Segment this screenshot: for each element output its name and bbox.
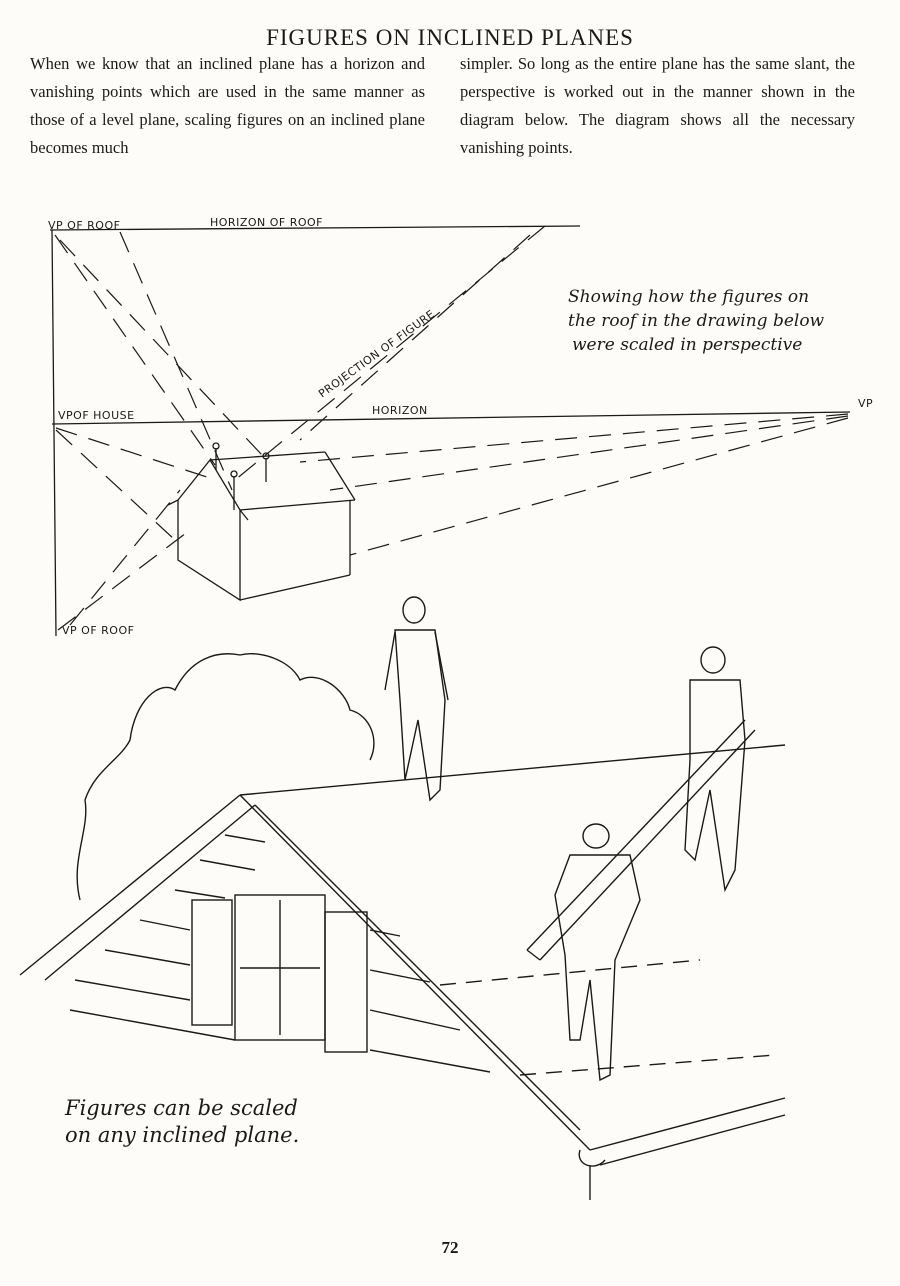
plank <box>527 720 755 960</box>
page-number: 72 <box>441 1238 459 1257</box>
label-vp-of-house: VPOF HOUSE <box>58 409 135 422</box>
construction-line <box>70 490 180 625</box>
workers <box>385 597 755 1080</box>
projection-of-figure-line <box>235 226 545 480</box>
diagram-caption-line-2: the roof in the drawing below <box>568 311 825 331</box>
label-horizon-of-roof: HORIZON OF ROOF <box>210 216 324 229</box>
construction-line <box>55 235 215 465</box>
illustration-caption-line-1: Figures can be scaled <box>65 1096 298 1120</box>
body-text-left: When we know that an inclined plane has a horizon and vanishing points which are used in the same manner as those of a level plane, scaling figures on an inclined plane becomes much <box>30 54 425 157</box>
label-horizon: HORIZON <box>372 404 428 417</box>
label-projection-of-figure: PROJECTION OF FIGURE <box>316 307 438 401</box>
diagram-caption-line-3: were scaled in perspective <box>572 335 803 355</box>
construction-line <box>120 232 232 490</box>
label-vp-of-roof-top: VP OF ROOF <box>48 219 121 232</box>
worker-carrying-front <box>555 824 640 1080</box>
body-text-right: simpler. So long as the entire plane has the same slant, the perspective is worked out in the manner shown in the diagram below. The diagram shows all the necessary vanishing points. <box>460 54 855 157</box>
small-house-drawing <box>168 443 355 600</box>
tree-outline <box>77 654 374 900</box>
roof-ridge <box>240 745 785 795</box>
illustration-caption-line-2: on any inclined plane. <box>65 1123 300 1147</box>
shutter-left <box>192 900 232 1025</box>
page-title: FIGURES ON INCLINED PLANES <box>266 25 634 51</box>
worker-standing <box>385 597 448 800</box>
label-vp: VP <box>858 397 874 410</box>
gable-left-edge <box>20 795 240 975</box>
construction-line <box>350 418 848 555</box>
diagram-caption-line-1: Showing how the figures on <box>568 287 810 307</box>
gutter <box>579 1150 605 1166</box>
shutter-right <box>325 912 367 1052</box>
construction-line <box>56 428 210 478</box>
vp-vertical-line <box>52 230 56 636</box>
construction-line <box>56 430 175 540</box>
worker-carrying-back <box>685 647 745 890</box>
label-vp-of-roof-bottom: VP OF ROOF <box>62 624 135 637</box>
horizon-line <box>52 412 850 424</box>
roof-eave <box>590 1098 785 1150</box>
